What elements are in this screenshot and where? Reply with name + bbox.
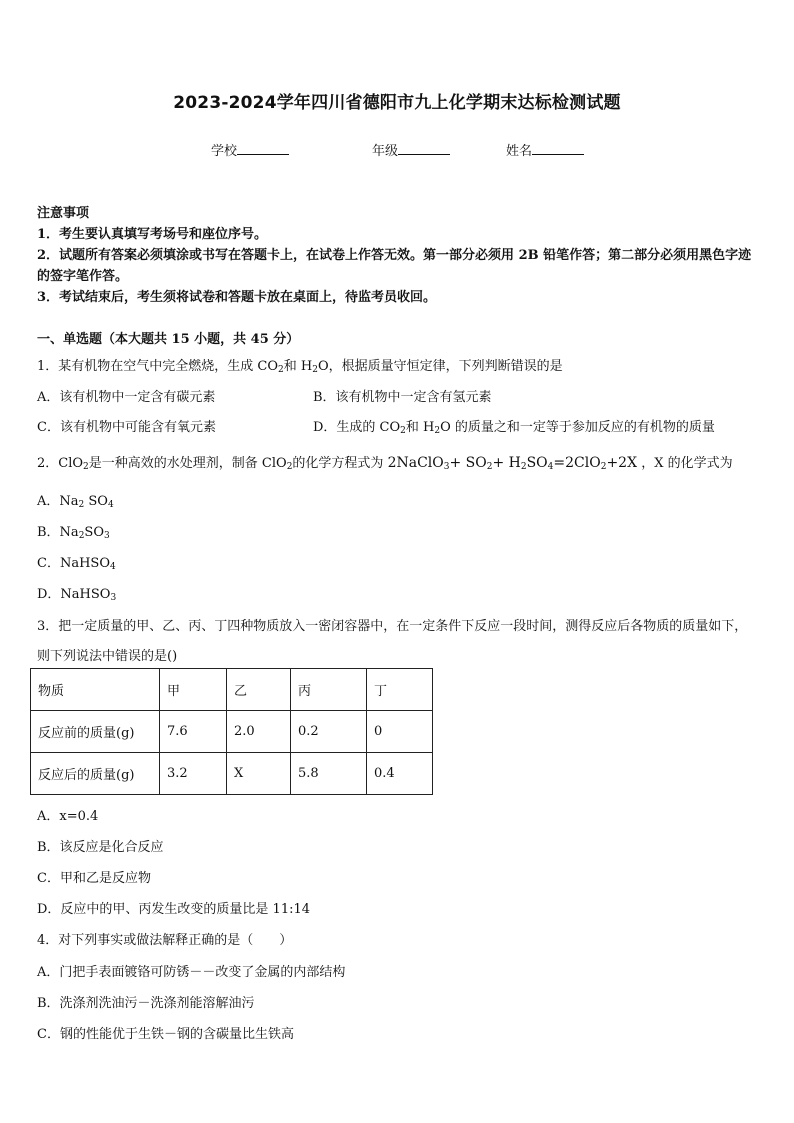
subscript: 4 [107, 500, 114, 510]
q2-stem-part: 是一种高效的水处理剂，制备 ClO [88, 456, 287, 471]
q1-option-c[interactable]: C．该有机物中可能含有氧元素 [37, 420, 216, 435]
school-label: 学校 [211, 144, 238, 159]
q3-option-b[interactable]: B．该反应是化合反应 [37, 840, 164, 855]
q1-option-d-part: O 的质量之和一定等于参加反应的有机物的质量 [440, 420, 715, 435]
q2-option-b[interactable] [37, 521, 110, 540]
section-heading: 一、单选题（本大题共 15 小题，共 45 分） [37, 332, 300, 347]
q3-option-a[interactable]: A．x=0.4 [37, 809, 99, 824]
grade-field [372, 140, 450, 159]
notes-block [37, 203, 759, 308]
subscript: 2 [78, 500, 85, 510]
q1-option-a[interactable]: A．该有机物中一定含有碳元素 [37, 390, 216, 405]
table-cell: 乙 [227, 669, 291, 711]
note-item: 1．考生要认真填写考场号和座位序号。 [37, 227, 268, 242]
table-row [31, 711, 433, 753]
subscript: 2 [600, 462, 607, 472]
option-part: B．Na [37, 525, 79, 540]
table-row [31, 669, 433, 711]
subscript: 2 [312, 365, 318, 375]
q2-option-d[interactable] [37, 583, 116, 602]
notes-heading: 注意事项 [37, 206, 90, 221]
school-field [211, 140, 289, 159]
table-cell: 物质 [31, 669, 160, 711]
subscript: 2 [520, 462, 527, 472]
table-row [31, 753, 433, 795]
q1-option-d[interactable] [313, 416, 715, 435]
q4-option-c[interactable]: C．钢的性能优于生铁－钢的含碳量比生铁高 [37, 1027, 294, 1042]
table-cell: 5.8 [291, 753, 367, 795]
q1-option-d-part: D．生成的 CO [313, 420, 401, 435]
table-cell: 7.6 [160, 711, 227, 753]
q4-stem: 4．对下列事实或做法解释正确的是（ ） [37, 933, 293, 948]
subscript: 4 [547, 462, 554, 472]
table-cell: 反应后的质量(g) [31, 753, 160, 795]
name-field [506, 140, 584, 159]
subscript: 2 [434, 426, 441, 436]
page-title: 2023-2024学年四川省德阳市九上化学期末达标检测试题 [173, 93, 621, 113]
subscript: 2 [486, 462, 493, 472]
note-item: 3．考试结束后，考生须将试卷和答题卡放在桌面上，待监考员收回。 [37, 290, 437, 305]
q1-stem [37, 355, 563, 374]
table-cell: 0 [367, 711, 433, 753]
table-cell: 0.2 [291, 711, 367, 753]
q2-stem [37, 452, 733, 471]
mass-table [30, 668, 433, 795]
subscript: 2 [286, 462, 293, 472]
q3-option-d[interactable]: D．反应中的甲、丙发生改变的质量比是 11:14 [37, 902, 311, 917]
q2-option-c[interactable] [37, 552, 116, 571]
subscript: 3 [110, 593, 117, 603]
eq-part: 2NaClO [387, 455, 444, 471]
option-part: C．NaHSO [37, 556, 110, 571]
q1-stem-part: 1．某有机物在空气中完全燃烧，生成 CO [37, 359, 279, 374]
q3-option-c[interactable]: C．甲和乙是反应物 [37, 871, 151, 886]
eq-part: + SO [449, 455, 487, 471]
name-blank[interactable] [532, 141, 584, 155]
subscript: 4 [109, 562, 116, 572]
option-part: A．Na [37, 494, 79, 509]
subscript: 2 [278, 365, 284, 375]
grade-blank[interactable] [398, 141, 450, 155]
subscript: 3 [443, 462, 450, 472]
option-part: SO [84, 525, 104, 540]
eq-part: + H [492, 455, 521, 471]
school-blank[interactable] [237, 141, 289, 155]
eq-part: SO [526, 455, 548, 471]
name-label: 姓名 [506, 144, 533, 159]
eq-part: +2X [606, 455, 638, 471]
note-item: 2．试题所有答案必须填涂或书写在答题卡上，在试卷上作答无效。第一部分必须用 2B 铅笔作答；第二部分必须用黑色字迹的签字笔作答。 [37, 248, 752, 284]
table-cell: 丁 [367, 669, 433, 711]
table-cell: 丙 [291, 669, 367, 711]
subscript: 2 [78, 531, 85, 541]
q2-option-a[interactable] [37, 490, 114, 509]
q1-option-b[interactable]: B．该有机物中一定含有氢元素 [313, 390, 492, 405]
q4-option-b[interactable]: B．洗涤剂洗油污－洗涤剂能溶解油污 [37, 996, 255, 1011]
subscript: 2 [83, 462, 89, 472]
q2-stem-part: 的化学方程式为 [292, 456, 384, 471]
table-cell: X [227, 753, 291, 795]
subscript: 3 [104, 531, 110, 541]
chemical-equation [388, 455, 637, 471]
option-part: D．NaHSO [37, 587, 111, 602]
q2-stem-part: 2．ClO [37, 456, 84, 471]
eq-part: =2ClO [553, 455, 601, 471]
option-part: SO [84, 494, 108, 509]
table-cell: 甲 [160, 669, 227, 711]
q1-stem-part: 和 H [283, 359, 313, 374]
q1-stem-part: O，根据质量守恒定律，下列判断错误的是 [317, 359, 563, 374]
subscript: 2 [400, 426, 406, 436]
q4-option-a[interactable]: A．门把手表面镀铬可防锈－－改变了金属的内部结构 [37, 965, 346, 980]
table-cell: 3.2 [160, 753, 227, 795]
table-cell: 2.0 [227, 711, 291, 753]
table-cell: 0.4 [367, 753, 433, 795]
grade-label: 年级 [372, 144, 399, 159]
q1-option-d-part: 和 H [405, 420, 435, 435]
q3-stem: 3．把一定质量的甲、乙、丙、丁四种物质放入一密闭容器中，在一定条件下反应一段时间，测得反应后各物质的质量如下，则下列说法中错误的是() [37, 619, 748, 664]
q2-stem-part: ，X 的化学式为 [641, 456, 733, 471]
table-cell: 反应前的质量(g) [31, 711, 160, 753]
